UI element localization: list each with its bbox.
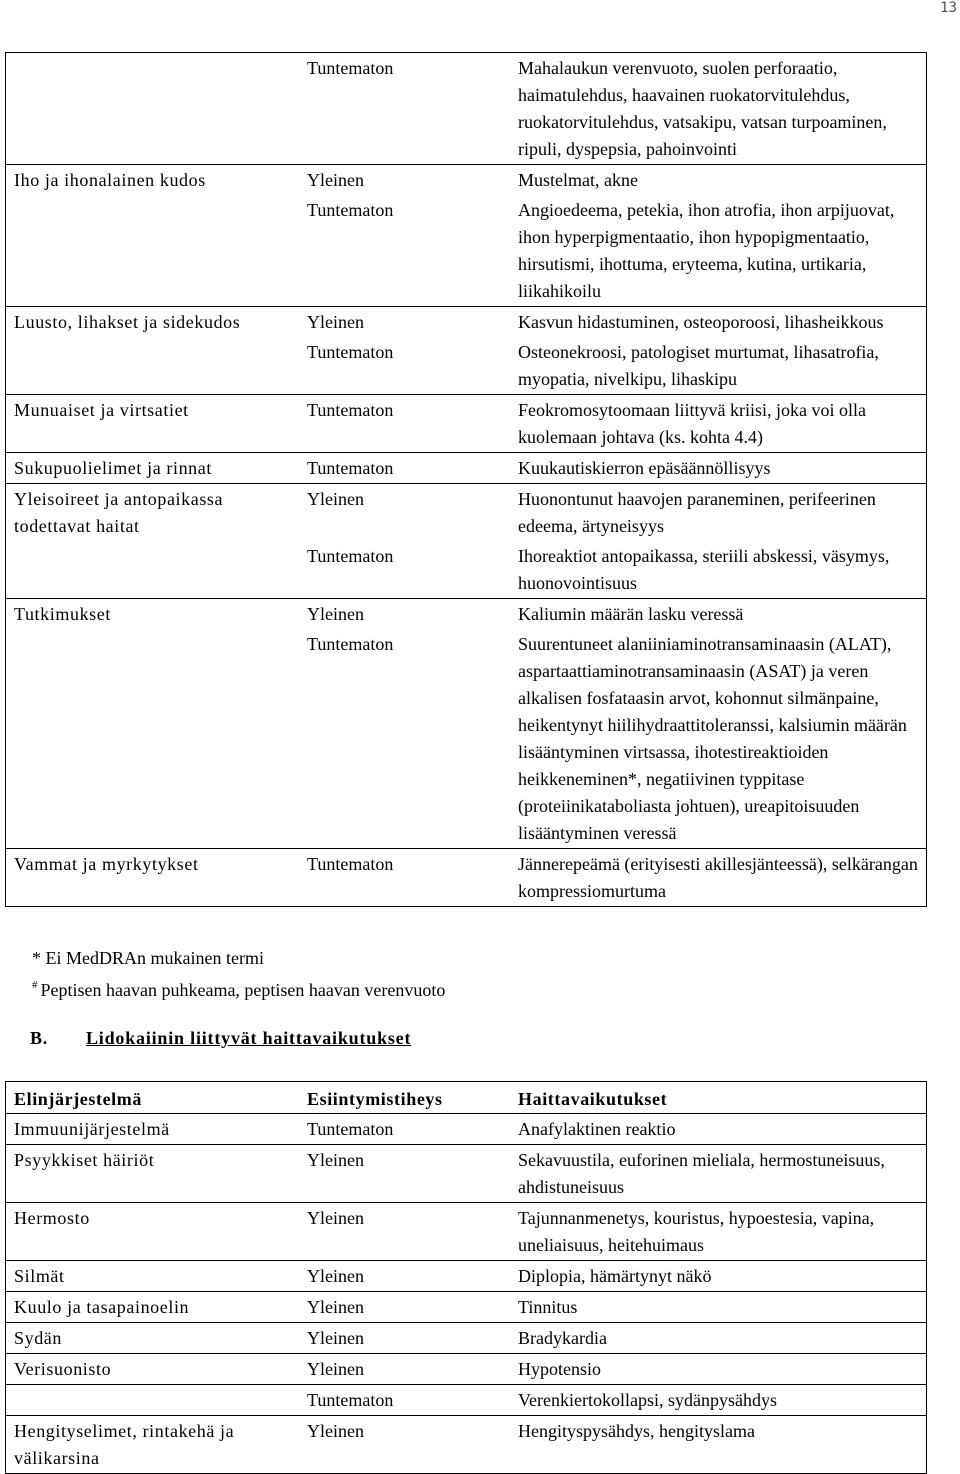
effects-cell: Suurentuneet alaniiniaminotransaminaasin (ALAT), aspartaattiaminotransaminaasin (ASAT) ja veren alkalisen fosfataasin arvot, kohonnut silmänpaine, heikentynyt hiilihydraattitoleranssi, kalsiumin määrän lisääntyminen virtsassa, ihotestireaktioiden heikkeneminen*, negatiivinen typpitase (proteiinikataboliasta johtuen), ureapitoisuuden lisääntyminen veressä (518, 634, 907, 843)
effects-cell: Kasvun hidastuminen, osteoporoosi, lihasheikkous (510, 307, 927, 338)
table-row (6, 1114, 927, 1145)
frequency-cell: Tuntematon (299, 1385, 510, 1416)
organ-system-cell (6, 195, 300, 307)
table-a-body (6, 53, 927, 907)
effects-cell: Hengityspysähdys, hengityslama (510, 1416, 927, 1474)
frequency-cell: Yleinen (299, 1261, 510, 1292)
effects-cell: Angioedeema, petekia, ihon atrofia, ihon arpijuovat, ihon hyperpigmentaatio, ihon hypopigmentaatio, hirsutismi, ihottuma, eryteema, kutina, urtikaria, liikahikoilu (518, 200, 895, 301)
effects-cell: Kaliumin määrän lasku veressä (510, 599, 927, 630)
table-row (6, 395, 927, 453)
footnote-star: * Ei MedDRAn mukainen termi (32, 948, 264, 968)
header-frequency: Esiintymistiheys (307, 1089, 443, 1109)
table-row (6, 195, 927, 307)
table-row (6, 599, 927, 630)
table-row (6, 1354, 927, 1385)
table-row (6, 307, 927, 338)
adverse-effects-table-b (5, 1081, 927, 1474)
header-organ-system: Elinjärjestelmä (14, 1089, 142, 1109)
effects-cell: Feokromosytoomaan liittyvä kriisi, joka voi olla kuolemaan johtava (ks. kohta 4.4) (510, 395, 927, 453)
effects-cell: Osteonekroosi, patologiset murtumat, lihasatrofia, myopatia, nivelkipu, lihaskipu (518, 342, 879, 389)
table-row (6, 1261, 927, 1292)
frequency-cell: Tuntematon (307, 200, 394, 220)
effects-cell: Jännerepeämä (erityisesti akillesjänteessä), selkärangan kompressiomurtuma (510, 849, 927, 907)
effects-cell: Tinnitus (510, 1292, 927, 1323)
footnote-hash (32, 972, 445, 1004)
frequency-cell: Tuntematon (299, 453, 510, 484)
organ-system-cell: Silmät (6, 1261, 300, 1292)
table-row (6, 1416, 927, 1474)
organ-system-cell: Hengityselimet, rintakehä ja välikarsina (6, 1416, 300, 1474)
frequency-cell: Yleinen (299, 1416, 510, 1474)
table-row (6, 1145, 927, 1203)
effects-cell: Diplopia, hämärtynyt näkö (510, 1261, 927, 1292)
section-b-heading (30, 1028, 411, 1049)
organ-system-cell: Iho ja ihonalainen kudos (6, 165, 300, 196)
frequency-cell: Tuntematon (299, 849, 510, 907)
frequency-cell: Tuntematon (307, 634, 394, 654)
organ-system-cell: Kuulo ja tasapainoelin (6, 1292, 300, 1323)
organ-system-cell (6, 541, 300, 599)
table-row (6, 337, 927, 395)
header-adverse-effects: Haittavaikutukset (518, 1089, 668, 1109)
table-row (6, 484, 927, 542)
effects-cell: Huonontunut haavojen paraneminen, perifeerinen edeema, ärtyneisyys (510, 484, 927, 542)
frequency-cell: Yleinen (299, 599, 510, 630)
frequency-cell: Tuntematon (307, 546, 394, 566)
frequency-cell: Yleinen (299, 1354, 510, 1385)
table-row (6, 541, 927, 599)
table-row (6, 1323, 927, 1354)
effects-cell: Verenkiertokollapsi, sydänpysähdys (510, 1385, 927, 1416)
effects-cell: Kuukautiskierron epäsäännöllisyys (510, 453, 927, 484)
table-row (6, 849, 927, 907)
frequency-cell: Tuntematon (307, 58, 394, 78)
organ-system-cell: Tutkimukset (6, 599, 300, 630)
effects-cell: Sekavuustila, euforinen mieliala, hermostuneisuus, ahdistuneisuus (510, 1145, 927, 1203)
organ-system-cell: Luusto, lihakset ja sidekudos (6, 307, 300, 338)
organ-system-cell: Vammat ja myrkytykset (6, 849, 300, 907)
table-row (6, 453, 927, 484)
organ-system-cell: Psyykkiset häiriöt (6, 1145, 300, 1203)
effects-cell: Tajunnanmenetys, kouristus, hypoestesia, vapina, uneliaisuus, heitehuimaus (510, 1203, 927, 1261)
organ-system-cell: Immuunijärjestelmä (6, 1114, 300, 1145)
page-number: 13 (940, 0, 957, 16)
frequency-cell: Yleinen (299, 307, 510, 338)
effects-cell: Mustelmat, akne (510, 165, 927, 196)
frequency-cell: Yleinen (299, 1323, 510, 1354)
organ-system-cell: Sydän (6, 1323, 300, 1354)
section-b-title: Lidokaiinin liittyvät haittavaikutukset (86, 1028, 412, 1048)
organ-system-cell: Munuaiset ja virtsatiet (6, 395, 300, 453)
frequency-cell: Yleinen (299, 165, 510, 196)
effects-cell: Anafylaktinen reaktio (510, 1114, 927, 1145)
organ-system-cell: Yleisoireet ja antopaikassa todettavat haitat (6, 484, 300, 542)
frequency-cell: Tuntematon (307, 342, 394, 362)
organ-system-cell: Hermosto (6, 1203, 300, 1261)
frequency-cell: Yleinen (299, 1145, 510, 1203)
footnote-hash-text: Peptisen haavan puhkeama, peptisen haavan verenvuoto (40, 980, 446, 1000)
effects-cell: Ihoreaktiot antopaikassa, steriili abskessi, väsymys, huonovointisuus (518, 546, 890, 593)
table-row (6, 1203, 927, 1261)
effects-cell: Bradykardia (510, 1323, 927, 1354)
table-row (6, 1292, 927, 1323)
hash-mark: # (32, 979, 38, 991)
frequency-cell: Yleinen (299, 1203, 510, 1261)
organ-system-cell (6, 1385, 300, 1416)
table-row (6, 629, 927, 849)
organ-system-cell (6, 337, 300, 395)
frequency-cell: Tuntematon (299, 395, 510, 453)
section-b-letter: B. (30, 1028, 49, 1048)
table-row (6, 1385, 927, 1416)
table-row (6, 165, 927, 196)
frequency-cell: Yleinen (299, 1292, 510, 1323)
frequency-cell: Tuntematon (299, 1114, 510, 1145)
organ-system-cell (6, 53, 300, 165)
table-row (6, 53, 927, 165)
table-b-header-row (6, 1082, 927, 1114)
effects-cell: Mahalaukun verenvuoto, suolen perforaatio, haimatulehdus, haavainen ruokatorvitulehdus, ruokatorvitulehdus, vatsakipu, vatsan turpoaminen, ripuli, dyspepsia, pahoinvointi (518, 58, 887, 159)
organ-system-cell (6, 629, 300, 849)
organ-system-cell: Sukupuolielimet ja rinnat (6, 453, 300, 484)
footnotes (32, 945, 445, 1004)
effects-cell: Hypotensio (510, 1354, 927, 1385)
table-b-body (6, 1114, 927, 1474)
organ-system-cell: Verisuonisto (6, 1354, 300, 1385)
adverse-effects-table-a (5, 52, 927, 907)
frequency-cell: Yleinen (299, 484, 510, 542)
